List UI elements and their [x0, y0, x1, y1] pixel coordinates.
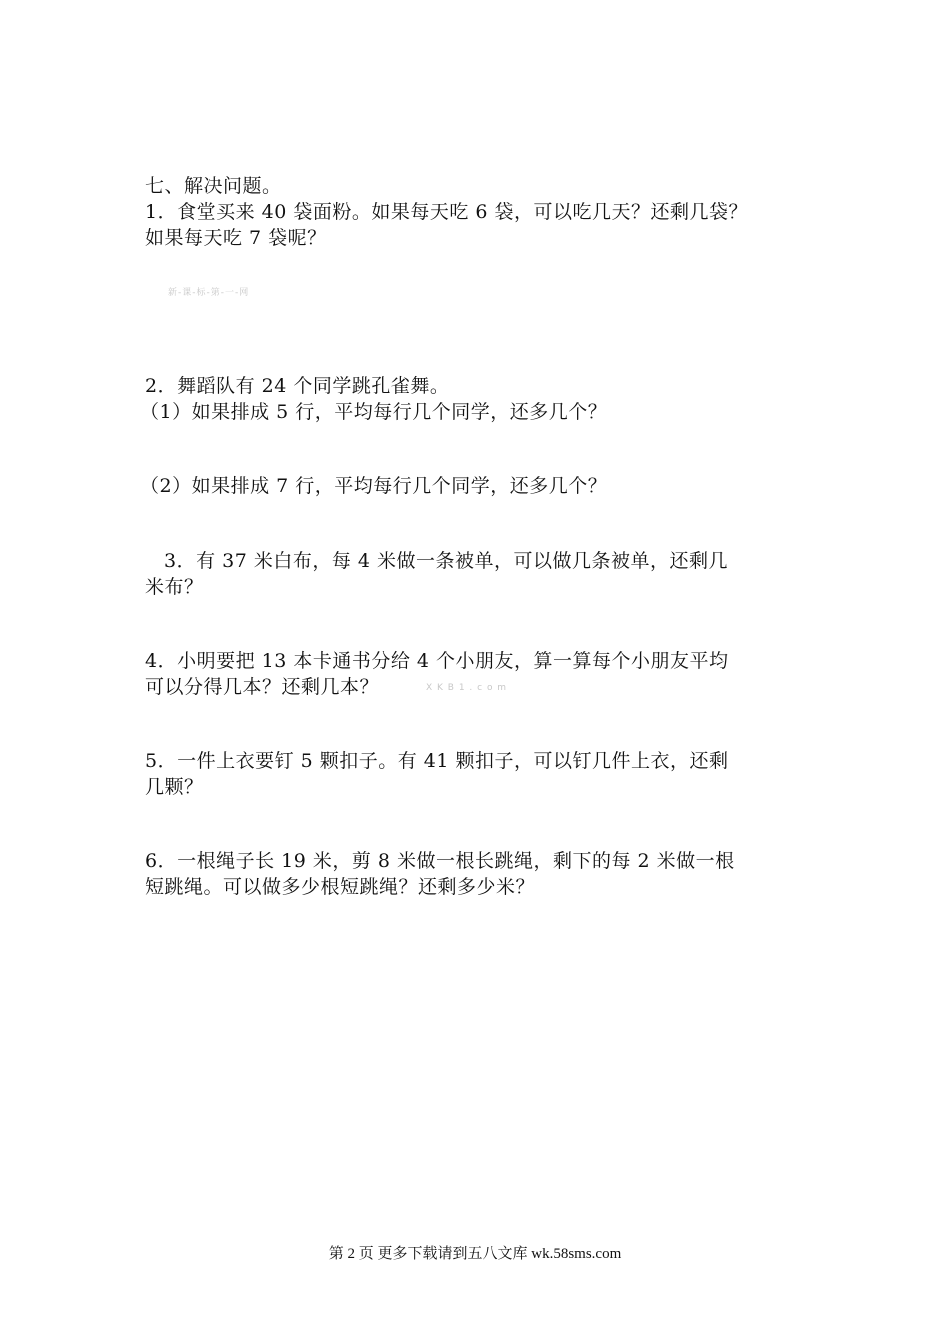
watermark-xkb1-com: X K B 1 . c o m: [426, 683, 508, 693]
watermark-xkb1-cn: 新-课-标-第-一-网: [168, 288, 250, 298]
problem-3-line-1: 3．有 37 米白布，每 4 米做一条被单，可以做几条被单，还剩几: [164, 550, 729, 572]
problem-5-line-2: 几颗？: [145, 776, 204, 798]
problem-4-line-1: 4．小明要把 13 本卡通书分给 4 个小朋友，算一算每个小朋友平均: [145, 650, 729, 672]
problem-2-sub-1: （1）如果排成 5 行，平均每行几个同学，还多几个？: [140, 401, 608, 423]
problem-4-line-2: 可以分得几本？还剩几本？: [145, 676, 380, 698]
problem-1-line-1: 1．食堂买来 40 袋面粉。如果每天吃 6 袋，可以吃几天？还剩几袋？: [145, 201, 749, 223]
page-footer: 第 2 页 更多下载请到五八文库 wk.58sms.com: [328, 1246, 622, 1262]
problem-6-line-1: 6．一根绳子长 19 米，剪 8 米做一根长跳绳，剩下的每 2 米做一根: [145, 850, 735, 872]
problem-1-line-2: 如果每天吃 7 袋呢？: [145, 227, 327, 249]
section-title: 七、解决问题。: [145, 175, 282, 197]
problem-2-line-1: 2．舞蹈队有 24 个同学跳孔雀舞。: [145, 375, 450, 397]
problem-5-line-1: 5．一件上衣要钉 5 颗扣子。有 41 颗扣子，可以钉几件上衣，还剩: [145, 750, 729, 772]
problem-3-line-2: 米布？: [145, 576, 204, 598]
problem-2-sub-2: （2）如果排成 7 行，平均每行几个同学，还多几个？: [140, 475, 608, 497]
problem-6-line-2: 短跳绳。可以做多少根短跳绳？还剩多少米？: [145, 876, 536, 898]
